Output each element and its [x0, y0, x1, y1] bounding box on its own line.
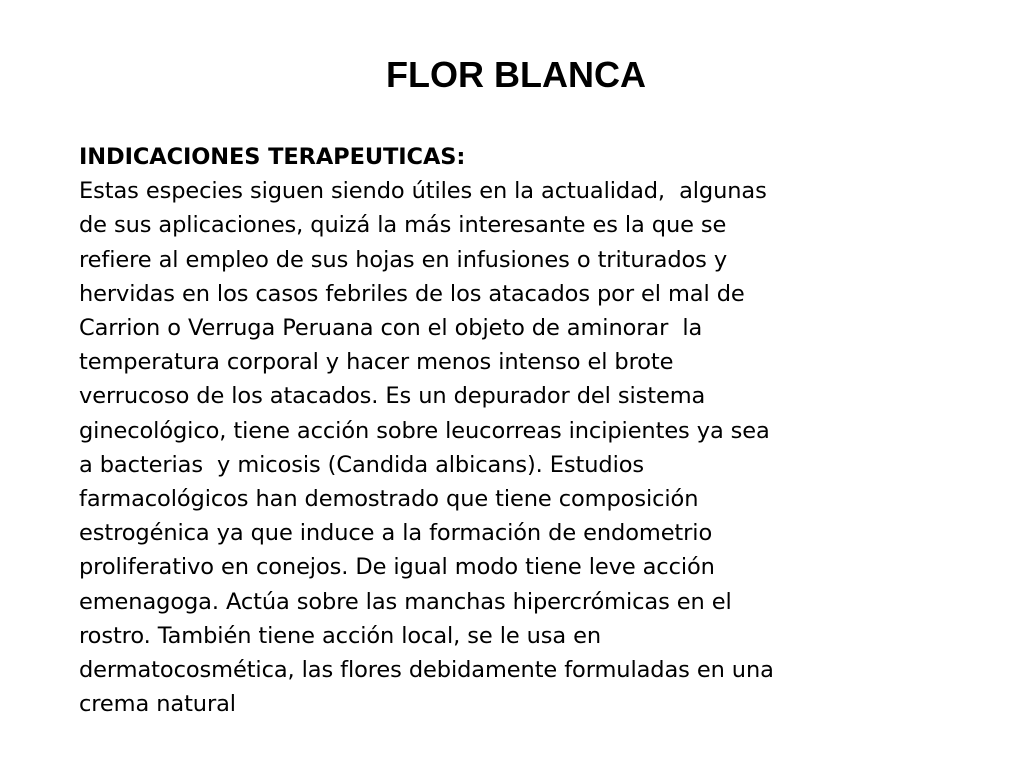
- slide-title: FLOR BLANCA: [386, 54, 646, 95]
- body-line: hervidas en los casos febriles de los atacados por el mal de: [79, 280, 745, 307]
- body-line: refiere al empleo de sus hojas en infusiones o triturados y: [79, 246, 728, 273]
- body-line: crema natural: [79, 691, 236, 718]
- slide-body: [79, 140, 984, 721]
- body-line: proliferativo en conejos. De igual modo tiene leve acción: [79, 554, 715, 581]
- body-line: Estas especies siguen siendo útiles en la actualidad, algunas: [79, 178, 767, 205]
- body-line: Carrion o Verruga Peruana con el objeto de aminorar la: [79, 315, 703, 342]
- body-line: farmacológicos han demostrado que tiene composición: [79, 486, 699, 513]
- section-heading: INDICACIONES TERAPEUTICAS:: [79, 144, 466, 170]
- body-line: verrucoso de los atacados. Es un depurador del sistema: [79, 383, 706, 410]
- body-line: rostro. También tiene acción local, se le usa en: [79, 622, 602, 649]
- body-line: ginecológico, tiene acción sobre leucorreas incipientes ya sea: [79, 417, 770, 444]
- body-line: emenagoga. Actúa sobre las manchas hipercrómicas en el: [79, 588, 732, 615]
- body-line: temperatura corporal y hacer menos intenso el brote: [79, 349, 674, 376]
- body-line: de sus aplicaciones, quizá la más interesante es la que se: [79, 212, 727, 239]
- body-line: estrogénica ya que induce a la formación de endometrio: [79, 520, 713, 547]
- body-line: a bacterias y micosis (Candida albicans). Estudios: [79, 451, 645, 478]
- body-line: dermatocosmética, las flores debidamente formuladas en una: [79, 657, 774, 684]
